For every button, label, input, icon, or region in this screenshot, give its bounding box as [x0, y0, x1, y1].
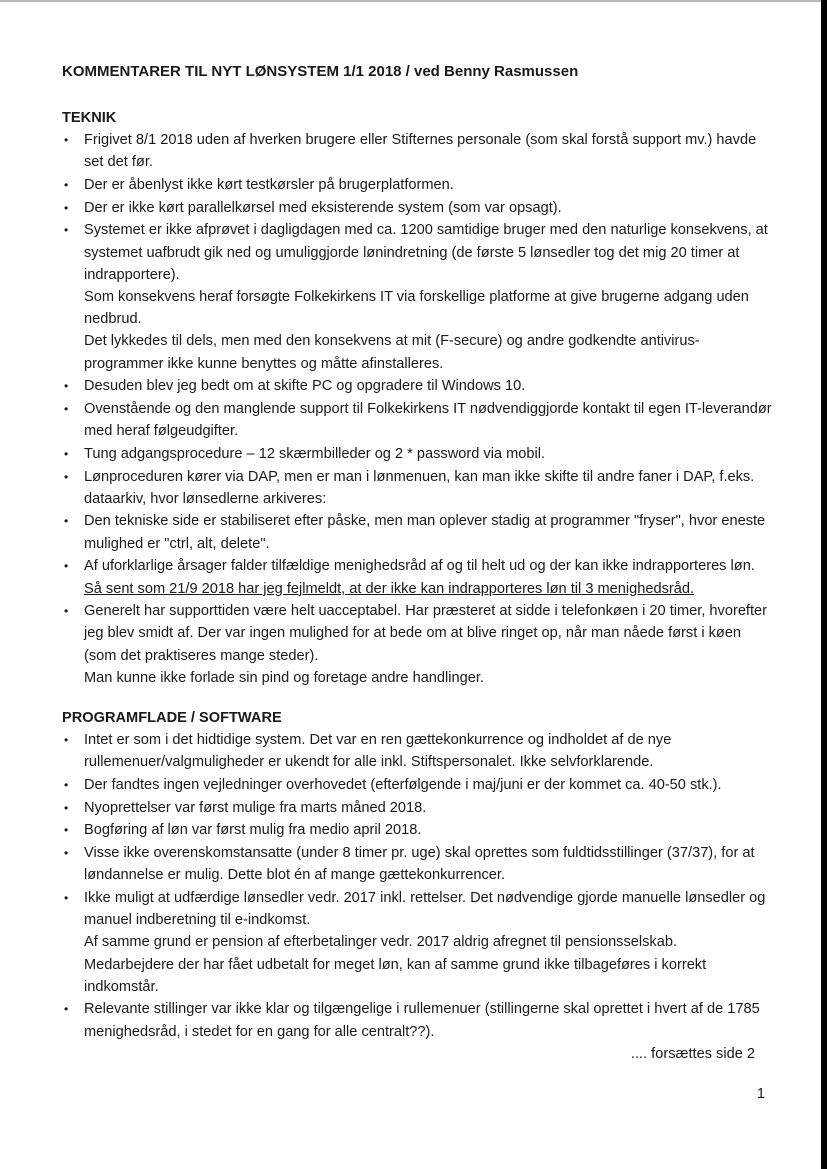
- section-programflade: [62, 707, 772, 1043]
- list-item: [62, 129, 772, 173]
- list-item: [62, 600, 772, 689]
- scan-edge-right: [821, 0, 827, 1169]
- bullet-icon: •: [64, 777, 69, 792]
- item-paragraph: Man kunne ikke forlade sin pind og foretage andre handlinger.: [84, 669, 484, 686]
- bullet-icon: •: [64, 401, 69, 416]
- item-paragraph: Visse ikke overenskomstansatte (under 8 timer pr. uge) skal oprettes som fuldtidsstillinger (37/37), for at løndannelse er mulig. Dette blot én af mange gættekonkurrencer.: [84, 845, 755, 884]
- page-number: 1: [756, 1086, 765, 1102]
- bullet-icon: •: [64, 823, 69, 838]
- item-paragraph: Af samme grund er pension af efterbetalinger vedr. 2017 aldrig afregnet til pensionsselskab.: [84, 934, 678, 951]
- document-title: KOMMENTARER TIL NYT LØNSYSTEM 1/1 2018 / ved Benny Rasmussen: [62, 63, 579, 80]
- bullet-icon: •: [64, 604, 69, 619]
- item-paragraph: Relevante stillinger var ikke klar og tilgængelige i rullemenuer (stillingerne skal oprettet i hvert af de 1785 menighedsråd, i stedet for en gang for alle centralt??).: [84, 1001, 760, 1040]
- list-item: [62, 729, 772, 773]
- list-item: [62, 555, 772, 599]
- bullet-icon: •: [64, 559, 69, 574]
- item-paragraph: Nyoprettelser var først mulige fra marts måned 2018.: [84, 799, 427, 816]
- item-paragraph: Tung adgangsprocedure – 12 skærmbilleder og 2 * password via mobil.: [84, 445, 546, 462]
- item-paragraph: Den tekniske side er stabiliseret efter påske, men man oplever stadig at programmer "fryser", hvor eneste mulighed er "ctrl, alt, delete".: [84, 513, 766, 552]
- list-item: [62, 819, 772, 841]
- item-paragraph: Ovenstående og den manglende support til Folkekirkens IT nødvendiggjorde kontakt til egen IT-leverandør med heraf følgeudgifter.: [84, 400, 772, 440]
- item-paragraph: Der er ikke kørt parallelkørsel med eksisterende system (som var opsagt).: [84, 199, 562, 216]
- bullet-icon: •: [64, 223, 69, 238]
- list-item: [62, 466, 772, 510]
- bullet-icon: •: [64, 379, 69, 394]
- bullet-icon: •: [64, 800, 69, 815]
- section-heading-programflade: PROGRAMFLADE / SOFTWARE: [62, 710, 282, 726]
- bullet-icon: •: [64, 890, 69, 905]
- bullet-list-teknik: [62, 129, 772, 689]
- item-paragraph: Det lykkedes til dels, men med den konsekvens at mit (F-secure) og andre godkendte antivirus-programmer ikke kunne benyttes og måtte afinstalleres.: [84, 333, 700, 372]
- item-paragraph: Som konsekvens heraf forsøgte Folkekirkens IT via forskellige platforme at give brugerne adgang uden nedbrud.: [84, 288, 749, 328]
- item-paragraph: Der fandtes ingen vejledninger overhovedet (efterfølgende i maj/juni er der kommet ca. 40-50 stk.).: [84, 776, 722, 793]
- bullet-icon: •: [64, 177, 69, 192]
- bullet-icon: •: [64, 133, 69, 147]
- item-paragraph: Generelt har supporttiden være helt uacceptabel. Har præsteret at sidde i telefonkøen i 20 timer, hvorefter jeg blev smidt af. Der var ingen mulighed for at bede om at blive ringet op, når man nåede først i køen (som det praktiseres mange steder).: [84, 603, 768, 664]
- scan-edge-top: [0, 0, 827, 2]
- item-paragraph: Bogføring af løn var først mulig fra medio april 2018.: [84, 822, 422, 839]
- list-item: [62, 797, 772, 819]
- list-item: [62, 998, 772, 1042]
- list-item: [62, 174, 772, 196]
- list-item: [62, 774, 772, 796]
- item-paragraph: Intet er som i det hidtidige system. Det var en ren gættekonkurrence og indholdet af de nye rullemenuer/valgmuligheder er ukendt for alle inkl. Stiftspersonalet. Ikke selvforklarende.: [84, 732, 672, 771]
- list-item: [62, 842, 772, 886]
- list-item: [62, 398, 772, 442]
- bullet-list-programflade: [62, 729, 772, 1043]
- section-teknik: [62, 107, 772, 690]
- list-item: [62, 197, 772, 219]
- item-paragraph: Desuden blev jeg bedt om at skifte PC og opgradere til Windows 10.: [84, 378, 526, 395]
- bullet-icon: •: [64, 514, 69, 529]
- list-item: [62, 375, 772, 397]
- bullet-icon: •: [64, 733, 69, 747]
- section-heading-teknik: TEKNIK: [62, 110, 117, 126]
- bullet-icon: •: [64, 469, 69, 484]
- list-item: [62, 443, 772, 465]
- bullet-icon: •: [64, 1002, 69, 1017]
- underlined-remark: Så sent som 21/9 2018 har jeg fejlmeldt, at der ikke kan indrapporteres løn til 3 menighedsråd.: [84, 580, 695, 597]
- item-paragraph: Af uforklarlige årsager falder tilfældige menighedsråd af og til helt ud og der kan ikke indrapporteres løn. Så sent som 21/9 2018 har jeg fejlmeldt, at der ikke kan indrapporteres løn til 3 menighedsråd.: [84, 558, 755, 597]
- item-paragraph: Lønproceduren kører via DAP, men er man i lønmenuen, kan man ikke skifte til andre faner i DAP, f.eks. dataarkiv, hvor lønsedlerne arkiveres:: [84, 468, 755, 507]
- bullet-icon: •: [64, 200, 69, 215]
- item-paragraph: Systemet er ikke afprøvet i dagligdagen med ca. 1200 samtidige bruger med den naturlige konsekvens, at systemet uafbrudt gik ned og umuliggjorde lønindretning (de første 5 lønsedler tog det mig 20 timer at indrapportere).: [84, 222, 768, 283]
- bullet-icon: •: [64, 446, 69, 461]
- item-paragraph: Frigivet 8/1 2018 uden af hverken brugere eller Stifternes personale (som skal forstå support mv.) havde set det før.: [84, 132, 757, 171]
- list-item: [62, 510, 772, 554]
- list-item: [62, 887, 772, 998]
- continuation-note: .... forsættes side 2: [630, 1046, 755, 1062]
- bullet-icon: •: [64, 846, 69, 861]
- item-paragraph: Der er åbenlyst ikke kørt testkørsler på brugerplatformen.: [84, 176, 454, 193]
- list-item: [62, 219, 772, 374]
- item-paragraph: Ikke muligt at udfærdige lønsedler vedr. 2017 inkl. rettelser. Det nødvendige gjorde manuelle lønsedler og manuel indberetning til e-indkomst.: [84, 889, 766, 929]
- item-paragraph: Medarbejdere der har fået udbetalt for meget løn, kan af samme grund ikke tilbageføres i korrekt indkomstår.: [84, 956, 707, 995]
